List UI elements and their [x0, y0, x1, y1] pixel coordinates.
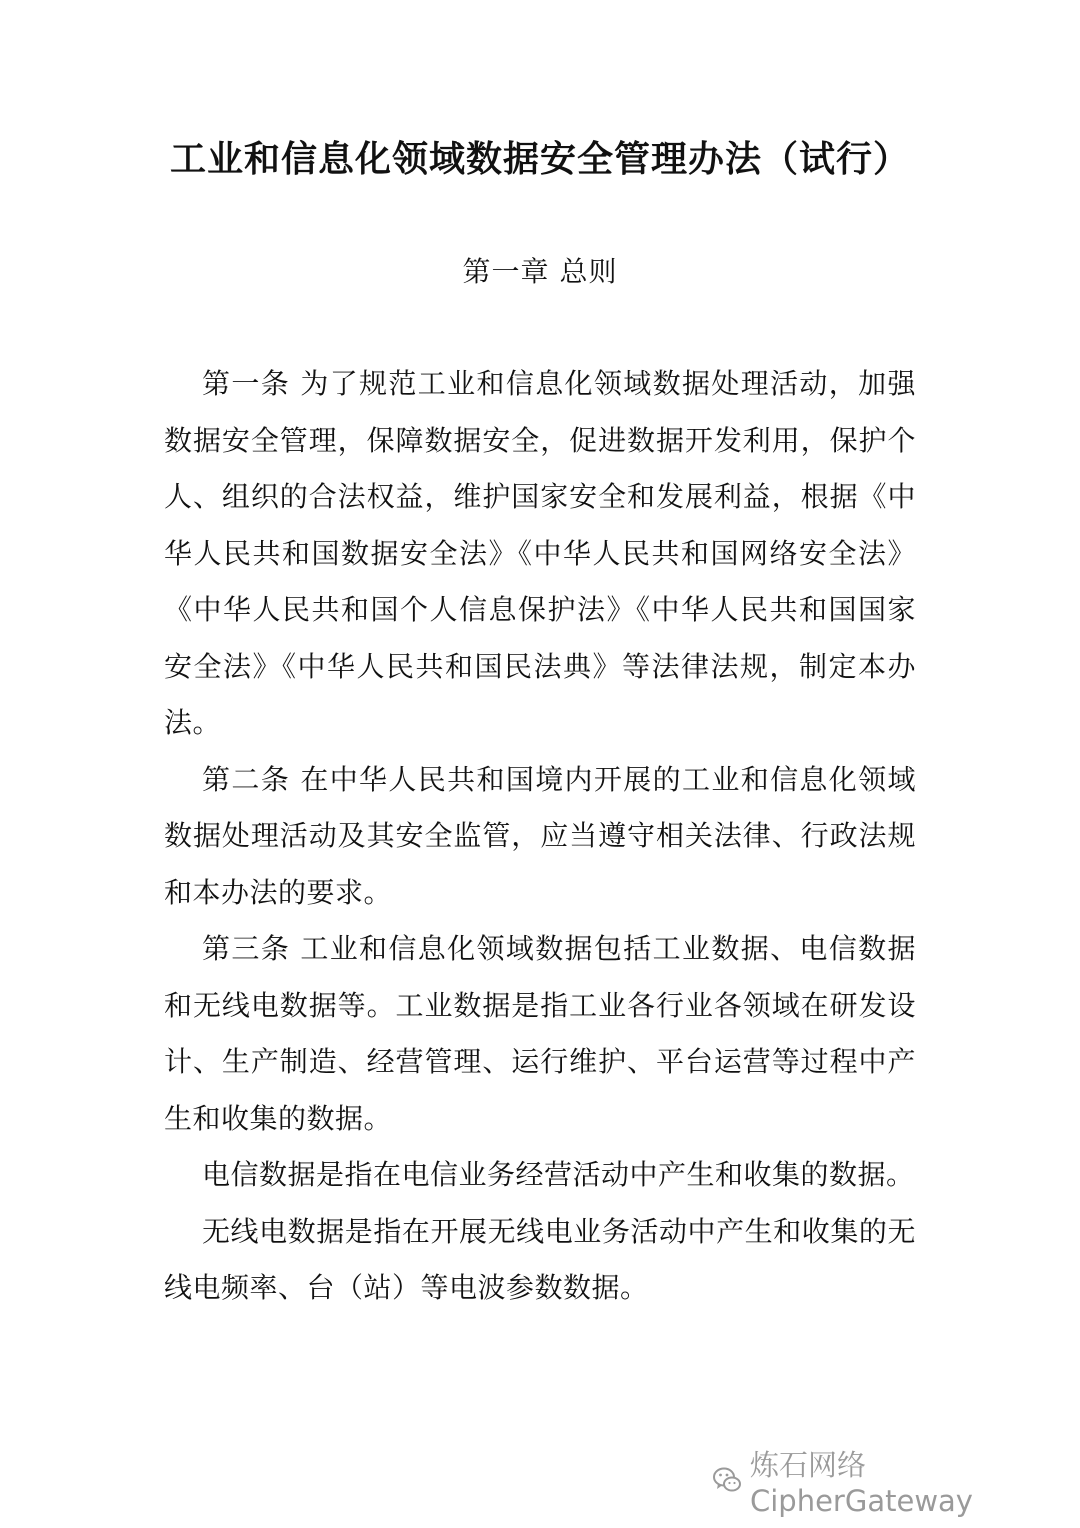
article-2-paragraph: 第二条 在中华人民共和国境内开展的工业和信息化领域数据处理活动及其安全监管，应当遵守相关法律、行政法规和本办法的要求。	[164, 762, 916, 909]
article-3-paragraph: 第三条 工业和信息化领域数据包括工业数据、电信数据和无线电数据等。工业数据是指工业各行业各领域在研发设计、生产制造、经营管理、运行维护、平台运营等过程中产生和收集的数据。	[164, 932, 916, 1135]
radio-data-paragraph: 无线电数据是指在开展无线电业务活动中产生和收集的无线电频率、台（站）等电波参数数据。	[164, 1214, 916, 1304]
chapter-heading: 第一章 总则	[462, 255, 618, 288]
telecom-data-paragraph: 电信数据是指在电信业务经营活动中产生和收集的数据。	[202, 1158, 915, 1191]
watermark-text: 炼石网络CipherGateway	[750, 1447, 973, 1518]
wechat-icon	[712, 1465, 742, 1495]
document-body	[164, 356, 916, 1317]
article-1-paragraph: 第一条 为了规范工业和信息化领域数据处理活动，加强数据安全管理，保障数据安全，促进数据开发利用，保护个人、组织的合法权益，维护国家安全和发展利益，根据《中华人民共和国数据安全法》《中华人民共和国网络安全法》《中华人民共和国个人信息保护法》《中华人民共和国国家安全法》《中华人民共和国民法典》等法律法规，制定本办法。	[164, 367, 916, 739]
document-title: 工业和信息化领域数据安全管理办法（试行）	[169, 139, 910, 180]
watermark	[712, 1447, 1080, 1518]
